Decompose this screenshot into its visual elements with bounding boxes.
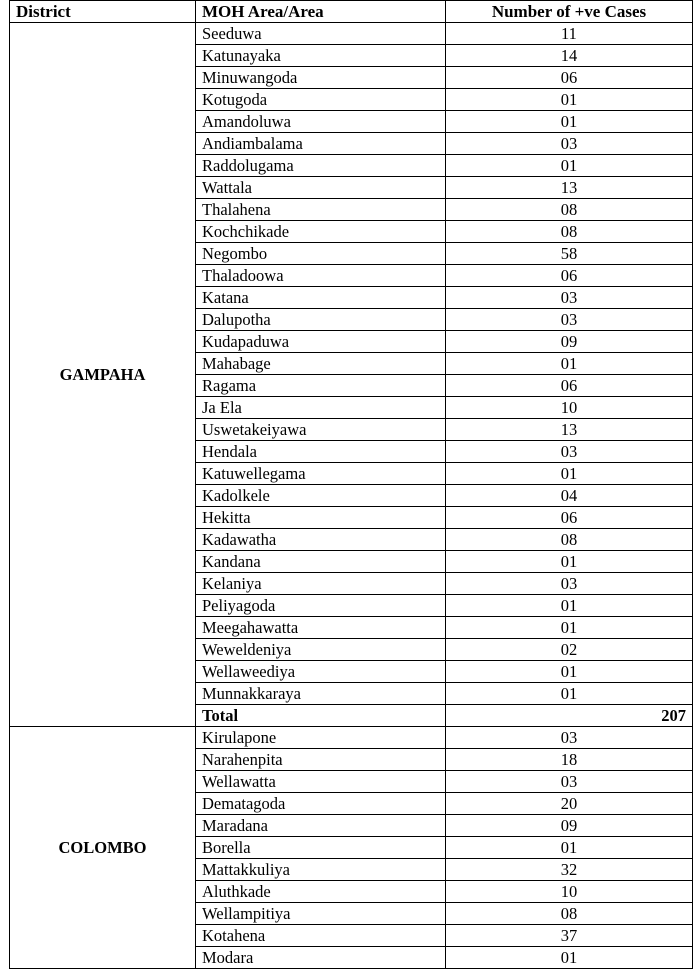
case-count-cell: 10	[446, 397, 693, 419]
moh-area-cell: Katana	[196, 287, 446, 309]
case-count-cell: 01	[446, 89, 693, 111]
moh-area-cell: Maradana	[196, 815, 446, 837]
case-count-cell: 13	[446, 177, 693, 199]
moh-area-cell: Kelaniya	[196, 573, 446, 595]
moh-area-cell: Negombo	[196, 243, 446, 265]
case-count-cell: 37	[446, 925, 693, 947]
case-count-cell: 01	[446, 353, 693, 375]
case-count-cell: 32	[446, 859, 693, 881]
case-count-cell: 09	[446, 815, 693, 837]
header-moh-area: MOH Area/Area	[196, 1, 446, 23]
moh-area-cell: Kadawatha	[196, 529, 446, 551]
moh-area-cell: Katunayaka	[196, 45, 446, 67]
case-count-cell: 03	[446, 771, 693, 793]
moh-area-cell: Wattala	[196, 177, 446, 199]
moh-area-cell: Dematagoda	[196, 793, 446, 815]
case-count-cell: 01	[446, 463, 693, 485]
case-count-cell: 09	[446, 331, 693, 353]
case-count-cell: 10	[446, 881, 693, 903]
moh-area-cell: Mattakkuliya	[196, 859, 446, 881]
case-count-cell: 03	[446, 573, 693, 595]
case-count-cell: 04	[446, 485, 693, 507]
case-count-cell: 20	[446, 793, 693, 815]
case-count-cell: 06	[446, 507, 693, 529]
case-count-cell: 01	[446, 155, 693, 177]
case-count-cell: 01	[446, 837, 693, 859]
district-name: COLOMBO	[10, 727, 196, 969]
total-value: 207	[446, 705, 693, 727]
case-count-cell: 08	[446, 529, 693, 551]
case-count-cell: 08	[446, 199, 693, 221]
moh-area-cell: Modara	[196, 947, 446, 969]
moh-area-cell: Raddolugama	[196, 155, 446, 177]
moh-area-cell: Kadolkele	[196, 485, 446, 507]
case-count-cell: 02	[446, 639, 693, 661]
moh-area-cell: Seeduwa	[196, 23, 446, 45]
case-count-cell: 06	[446, 265, 693, 287]
moh-area-cell: Kotugoda	[196, 89, 446, 111]
moh-area-cell: Thaladoowa	[196, 265, 446, 287]
case-count-cell: 01	[446, 661, 693, 683]
case-count-cell: 58	[446, 243, 693, 265]
header-district: District	[10, 1, 196, 23]
moh-area-cell: Wellaweediya	[196, 661, 446, 683]
case-count-cell: 06	[446, 67, 693, 89]
case-count-cell: 03	[446, 441, 693, 463]
case-count-cell: 11	[446, 23, 693, 45]
cases-table	[9, 0, 693, 969]
header-positive-cases: Number of +ve Cases	[446, 1, 693, 23]
moh-area-cell: Kandana	[196, 551, 446, 573]
moh-area-cell: Wellawatta	[196, 771, 446, 793]
table-body	[10, 23, 693, 969]
case-count-cell: 13	[446, 419, 693, 441]
moh-area-cell: Dalupotha	[196, 309, 446, 331]
case-count-cell: 01	[446, 617, 693, 639]
moh-area-cell: Munnakkaraya	[196, 683, 446, 705]
moh-area-cell: Katuwellegama	[196, 463, 446, 485]
case-count-cell: 03	[446, 133, 693, 155]
moh-area-cell: Mahabage	[196, 353, 446, 375]
case-count-cell: 03	[446, 287, 693, 309]
moh-area-cell: Peliyagoda	[196, 595, 446, 617]
case-count-cell: 01	[446, 683, 693, 705]
case-count-cell: 08	[446, 221, 693, 243]
moh-area-cell: Meegahawatta	[196, 617, 446, 639]
moh-area-cell: Ja Ela	[196, 397, 446, 419]
moh-area-cell: Borella	[196, 837, 446, 859]
case-count-cell: 01	[446, 551, 693, 573]
case-count-cell: 01	[446, 595, 693, 617]
moh-area-cell: Kotahena	[196, 925, 446, 947]
case-count-cell: 06	[446, 375, 693, 397]
case-count-cell: 08	[446, 903, 693, 925]
case-count-cell: 01	[446, 947, 693, 969]
moh-area-cell: Kirulapone	[196, 727, 446, 749]
header-row	[10, 1, 693, 23]
moh-area-cell: Amandoluwa	[196, 111, 446, 133]
case-count-cell: 03	[446, 309, 693, 331]
moh-area-cell: Hekitta	[196, 507, 446, 529]
moh-area-cell: Kudapaduwa	[196, 331, 446, 353]
case-count-cell: 03	[446, 727, 693, 749]
case-count-cell: 14	[446, 45, 693, 67]
moh-area-cell: Hendala	[196, 441, 446, 463]
moh-area-cell: Andiambalama	[196, 133, 446, 155]
moh-area-cell: Narahenpita	[196, 749, 446, 771]
table-row	[10, 727, 693, 749]
case-count-cell: 01	[446, 111, 693, 133]
moh-area-cell: Minuwangoda	[196, 67, 446, 89]
moh-area-cell: Wellampitiya	[196, 903, 446, 925]
table-row	[10, 23, 693, 45]
moh-area-cell: Weweldeniya	[196, 639, 446, 661]
moh-area-cell: Ragama	[196, 375, 446, 397]
case-count-cell: 18	[446, 749, 693, 771]
moh-area-cell: Uswetakeiyawa	[196, 419, 446, 441]
moh-area-cell: Kochchikade	[196, 221, 446, 243]
total-label: Total	[196, 705, 446, 727]
district-name: GAMPAHA	[10, 23, 196, 727]
moh-area-cell: Aluthkade	[196, 881, 446, 903]
moh-area-cell: Thalahena	[196, 199, 446, 221]
